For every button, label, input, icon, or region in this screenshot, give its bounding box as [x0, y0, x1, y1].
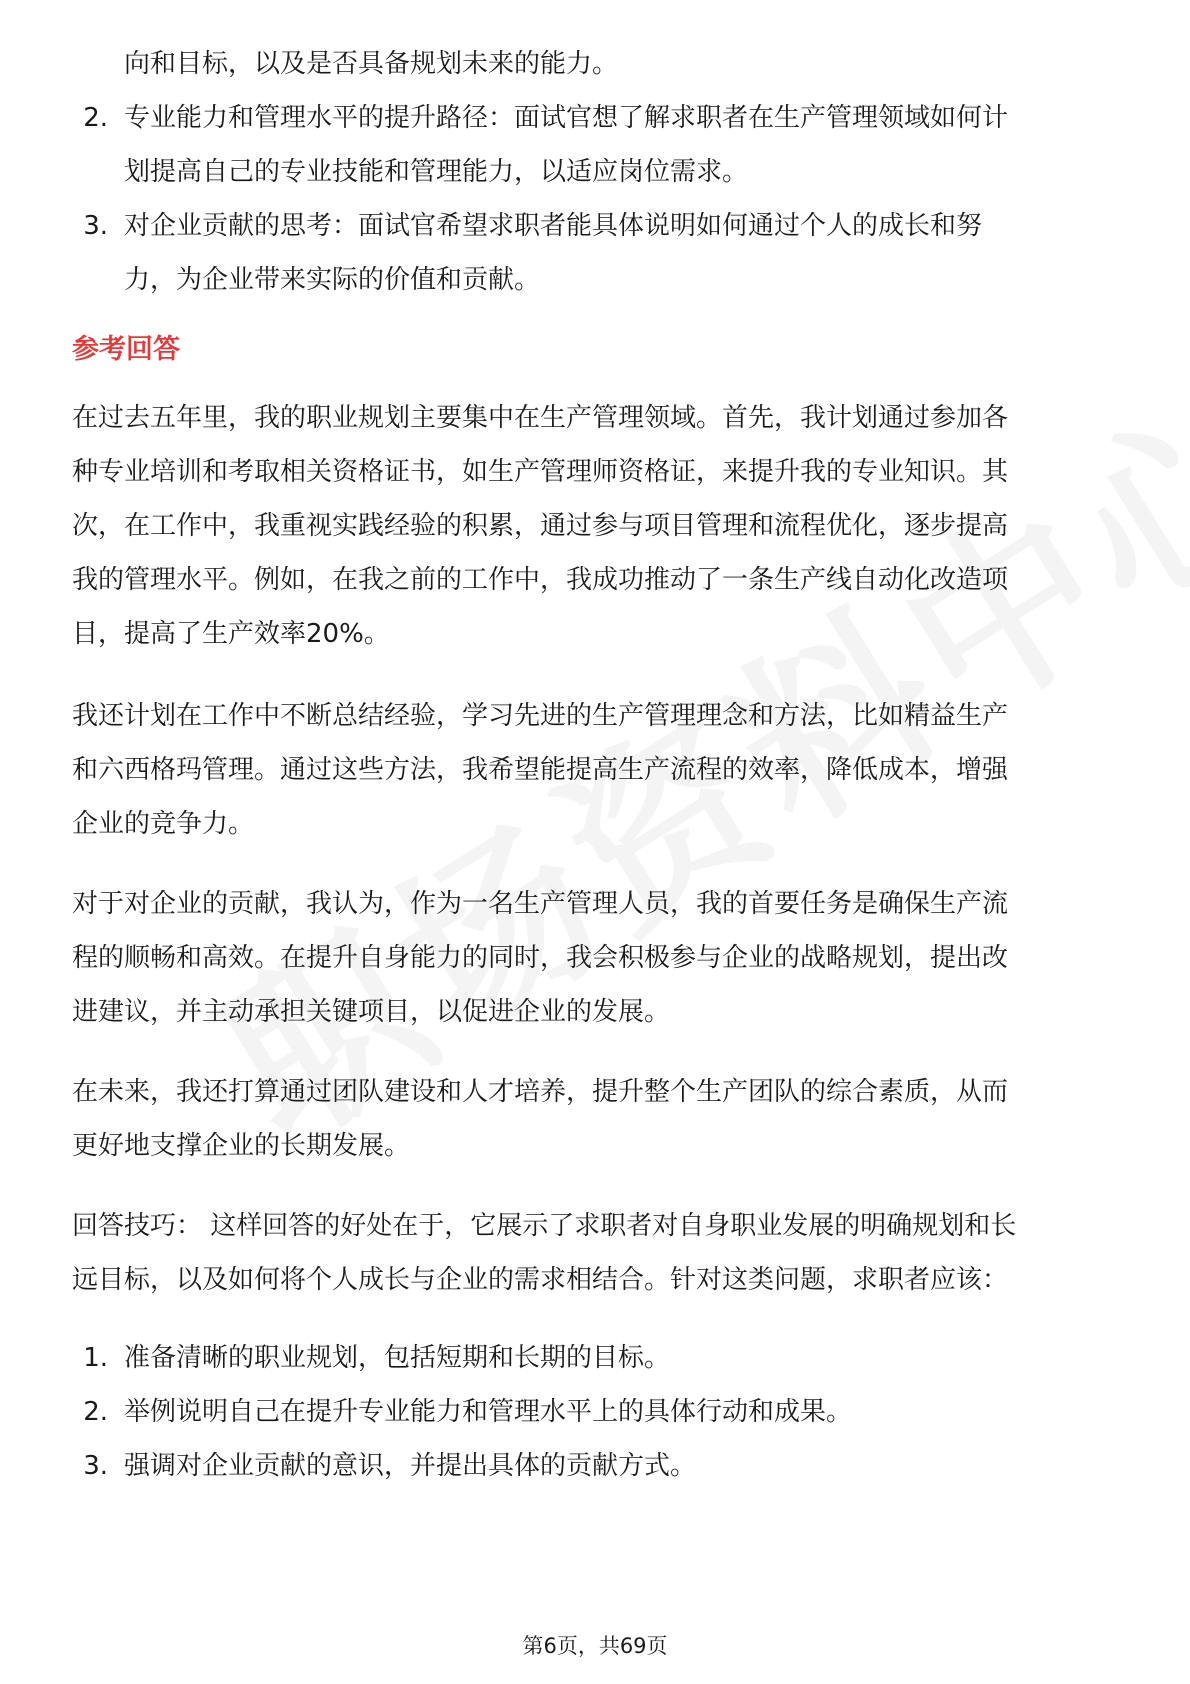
list-number: 2. — [83, 1397, 108, 1427]
section-heading-reference-answer: 参考回答 — [72, 334, 180, 365]
list-number: 2. — [83, 103, 108, 133]
list-item: 强调对企业贡献的意识，并提出具体的贡献方式。 — [124, 1451, 697, 1481]
list-number: 3. — [83, 211, 108, 241]
list-item-line: 划提高自己的专业技能和管理能力，以适应岗位需求。 — [124, 157, 749, 187]
list-number: 1. — [83, 1343, 108, 1373]
page-number-footer: 第6页，共69页 — [522, 1634, 668, 1658]
paragraph-line: 远目标，以及如何将个人成长与企业的需求相结合。针对这类问题，求职者应该： — [72, 1265, 1009, 1295]
paragraph-line: 次，在工作中，我重视实践经验的积累，通过参与项目管理和流程优化，逐步提高 — [72, 511, 1009, 541]
list-continuation: 向和目标，以及是否具备规划未来的能力。 — [124, 49, 619, 79]
list-item: 举例说明自己在提升专业能力和管理水平上的具体行动和成果。 — [124, 1397, 853, 1427]
paragraph-line: 企业的竞争力。 — [72, 809, 255, 839]
list-item: 准备清晰的职业规划，包括短期和长期的目标。 — [124, 1343, 671, 1373]
paragraph-line: 种专业培训和考取相关资格证书，如生产管理师资格证，来提升我的专业知识。其 — [72, 457, 1009, 487]
paragraph-line: 更好地支撑企业的长期发展。 — [72, 1131, 411, 1161]
paragraph-line: 我还计划在工作中不断总结经验，学习先进的生产管理理念和方法，比如精益生产 — [72, 701, 1009, 731]
paragraph-line: 和六西格玛管理。通过这些方法，我希望能提高生产流程的效率，降低成本，增强 — [72, 755, 1009, 785]
list-item-line: 力，为企业带来实际的价值和贡献。 — [124, 265, 541, 295]
list-item-line: 对企业贡献的思考：面试官希望求职者能具体说明如何通过个人的成长和努 — [124, 211, 983, 241]
list-number: 3. — [83, 1451, 108, 1481]
paragraph-line: 对于对企业的贡献，我认为，作为一名生产管理人员，我的首要任务是确保生产流 — [72, 889, 1009, 919]
paragraph-line: 回答技巧： 这样回答的好处在于，它展示了求职者对自身职业发展的明确规划和长 — [72, 1211, 1017, 1241]
paragraph-line: 程的顺畅和高效。在提升自身能力的同时，我会积极参与企业的战略规划，提出改 — [72, 943, 1009, 973]
paragraph-line: 在未来，我还打算通过团队建设和人才培养，提升整个生产团队的综合素质，从而 — [72, 1077, 1009, 1107]
paragraph-line: 目，提高了生产效率20%。 — [72, 619, 390, 649]
paragraph-line: 我的管理水平。例如，在我之前的工作中，我成功推动了一条生产线自动化改造项 — [72, 565, 1009, 595]
list-item-line: 专业能力和管理水平的提升路径：面试官想了解求职者在生产管理领域如何计 — [124, 103, 1009, 133]
paragraph-line: 进建议，并主动承担关键项目，以促进企业的发展。 — [72, 997, 671, 1027]
paragraph-line: 在过去五年里，我的职业规划主要集中在生产管理领域。首先，我计划通过参加各 — [72, 403, 1009, 433]
